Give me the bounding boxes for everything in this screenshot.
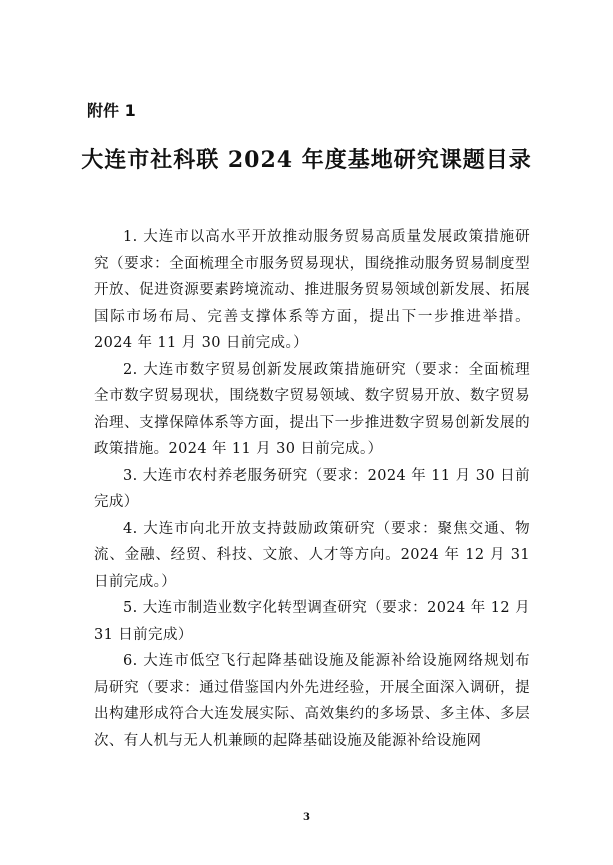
topic-item-6: 6. 大连市低空飞行起降基础设施及能源补给设施网络规划布局研究（要求：通过借鉴国内外先进经验，开展全面深入调研，提出构建形成符合大连发展实际、高效集约的多场景、多主体、多层次、有人机与无人机兼顾的起降基础设施及能源补给设施网 [94,653,530,749]
topic-item-5: 5. 大连市制造业数字化转型调查研究（要求：2024 年 12 月 31 日前完成） [94,600,530,643]
page-number: 3 [303,812,310,823]
topic-item-4: 4. 大连市向北开放支持鼓励政策研究（要求：聚焦交通、物流、金融、经贸、科技、文旅、人才等方向。2024 年 12 月 31 日前完成。） [94,520,530,590]
document-title: 大连市社科联 2024 年度基地研究课题目录 [81,147,532,173]
topic-item-2: 2. 大连市数字贸易创新发展政策措施研究（要求：全面梳理全市数字贸易现状，围绕数字贸易领域、数字贸易开放、数字贸易治理、支撑保障体系等方面，提出下一步推进数字贸易创新发展的政策措施。2024 年 11 月 30 日前完成。） [94,361,530,457]
attachment-label: 附件 1 [87,101,136,120]
topic-list [94,224,530,754]
topic-item-1: 1. 大连市以高水平开放推动服务贸易高质量发展政策措施研究（要求：全面梳理全市服务贸易现状，围绕推动服务贸易制度型开放、促进资源要素跨境流动、推进服务贸易领域创新发展、拓展国际市场布局、完善支撑体系等方面，提出下一步推进举措。2024 年 11 月 30 日前完成。） [94,229,530,351]
topic-item-3: 3. 大连市农村养老服务研究（要求：2024 年 11 月 30 日前完成） [94,467,530,510]
